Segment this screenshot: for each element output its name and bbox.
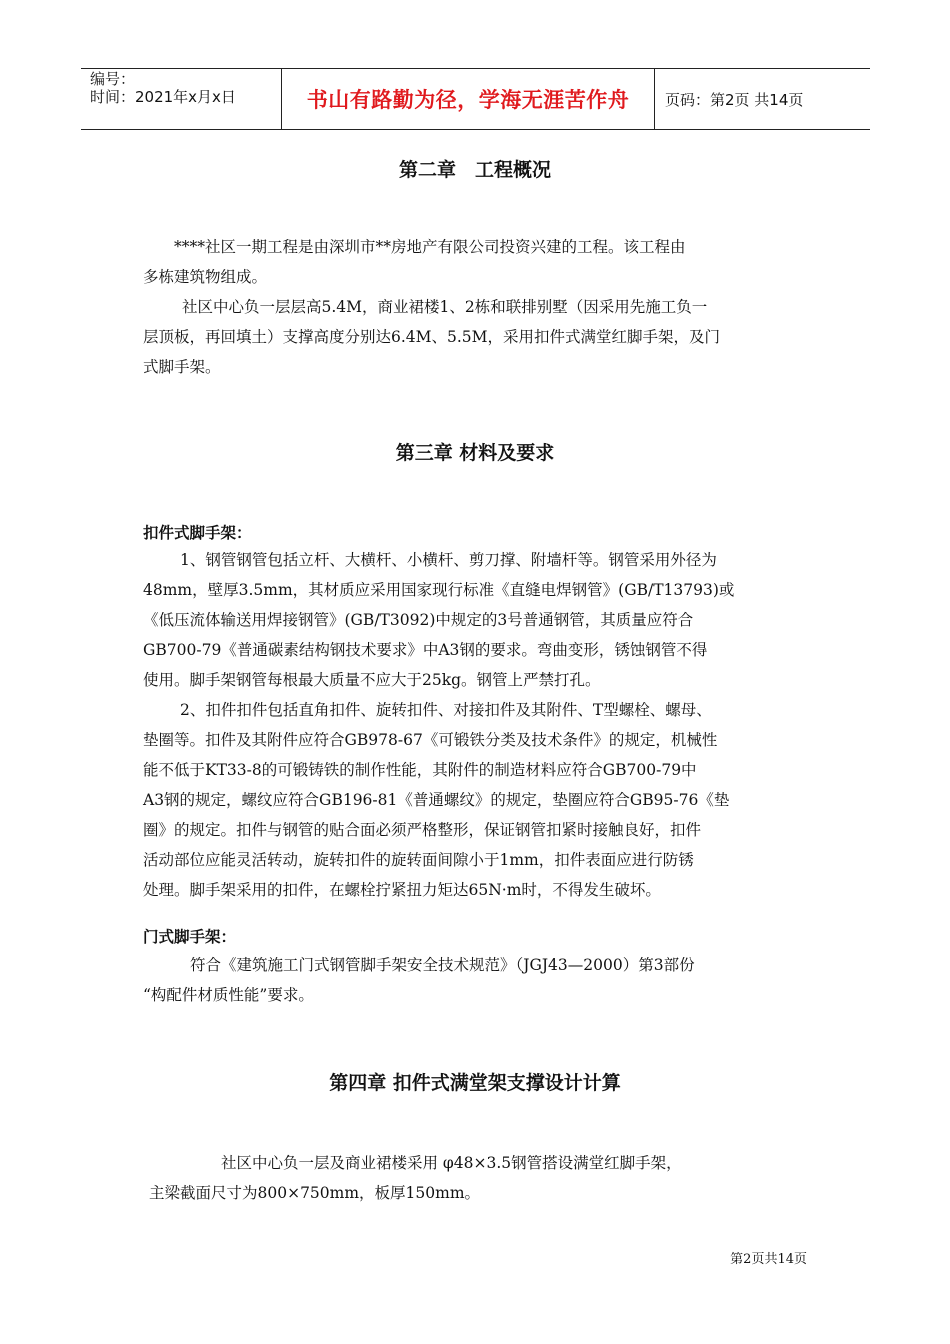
text-line: 使用。脚手架钢管每根最大质量不应大于25kg。钢管上严禁打孔。 xyxy=(143,671,601,689)
text-line: 2、扣件扣件包括直角扣件、旋转扣件、对接扣件及其附件、T型螺栓、螺母、 xyxy=(180,701,712,719)
subheading-portal-scaffold: 门式脚手架： xyxy=(143,928,237,946)
text-line: 活动部位应能灵活转动，旋转扣件的旋转面间隙小于1mm，扣件表面应进行防锈 xyxy=(143,851,694,869)
date-label: 时间：2021年x月x日 xyxy=(90,88,236,106)
chapter4-paragraph-1 xyxy=(143,1148,810,1208)
header-meta-cell xyxy=(81,69,282,129)
text-line: 多栋建筑物组成。 xyxy=(143,268,268,286)
text-line: 能不低于KT33-8的可锻铸铁的制作性能，其附件的制造材料应符合GB700-79中 xyxy=(143,761,697,779)
text-line: 1、钢管钢管包括立杆、大横杆、小横杆、剪刀撑、附墙杆等。钢管采用外径为 xyxy=(180,551,717,569)
chapter4-title: 第四章 扣件式满堂架支撑设计计算 xyxy=(329,1072,621,1094)
text-line: 社区中心负一层及商业裙楼采用 φ48×3.5钢管搭设满堂红脚手架， xyxy=(221,1154,682,1172)
chapter2-title: 第二章 工程概况 xyxy=(398,159,551,181)
chapter3-title: 第三章 材料及要求 xyxy=(395,442,555,464)
text-line: 圈》的规定。扣件与钢管的贴合面必须严格整形，保证钢管扣紧时接触良好，扣件 xyxy=(143,821,702,839)
page-header xyxy=(81,68,870,130)
text-line: A3钢的规定，螺纹应符合GB196-81《普通螺纹》的规定，垫圈应符合GB95-76《垫 xyxy=(143,791,730,809)
page-footer: 第2页共14页 xyxy=(730,1252,807,1267)
subheading-fastener-scaffold: 扣件式脚手架： xyxy=(143,524,252,542)
text-line: 层顶板，再回填土）支撑高度分别达6.4M、5.5M，采用扣件式满堂红脚手架，及门 xyxy=(143,328,721,346)
text-line: 社区中心负一层层高5.4M，商业裙楼1、2栋和联排别墅（因采用先施工负一 xyxy=(182,298,708,316)
text-line: 48mm，壁厚3.5mm，其材质应采用国家现行标准《直缝电焊钢管》(GB/T13793)或 xyxy=(143,581,735,599)
text-line: 符合《建筑施工门式钢管脚手架安全技术规范》（JGJ43—2000）第3部份 xyxy=(190,956,695,974)
text-line: 《低压流体输送用焊接钢管》(GB/T3092)中规定的3号普通钢管，其质量应符合 xyxy=(143,611,694,629)
text-line: 主梁截面尺寸为800×750mm，板厚150mm。 xyxy=(149,1184,481,1202)
text-line: 处理。脚手架采用的扣件，在螺栓拧紧扭力矩达65N·m时，不得发生破坏。 xyxy=(143,881,661,899)
text-line: “构配件材质性能”要求。 xyxy=(143,986,314,1004)
header-page-label: 页码：第2页 共14页 xyxy=(665,90,804,109)
header-motto: 书山有路勤为径，学海无涯苦作舟 xyxy=(282,69,655,129)
chapter3-paragraph-3 xyxy=(143,950,810,1010)
chapter3-paragraph-1 xyxy=(143,545,810,695)
serial-label: 编号： xyxy=(90,70,136,88)
chapter2-paragraph-2 xyxy=(143,292,810,382)
text-line: GB700-79《普通碳素结构钢技术要求》中A3钢的要求。弯曲变形，锈蚀钢管不得 xyxy=(143,641,708,659)
text-line: 式脚手架。 xyxy=(143,358,221,376)
chapter3-paragraph-2 xyxy=(143,695,810,905)
text-line: ****社区一期工程是由深圳市**房地产有限公司投资兴建的工程。该工程由 xyxy=(174,238,686,256)
text-line: 垫圈等。扣件及其附件应符合GB978-67《可锻铁分类及技术条件》的规定，机械性 xyxy=(143,731,718,749)
chapter2-paragraph-1 xyxy=(143,232,810,292)
